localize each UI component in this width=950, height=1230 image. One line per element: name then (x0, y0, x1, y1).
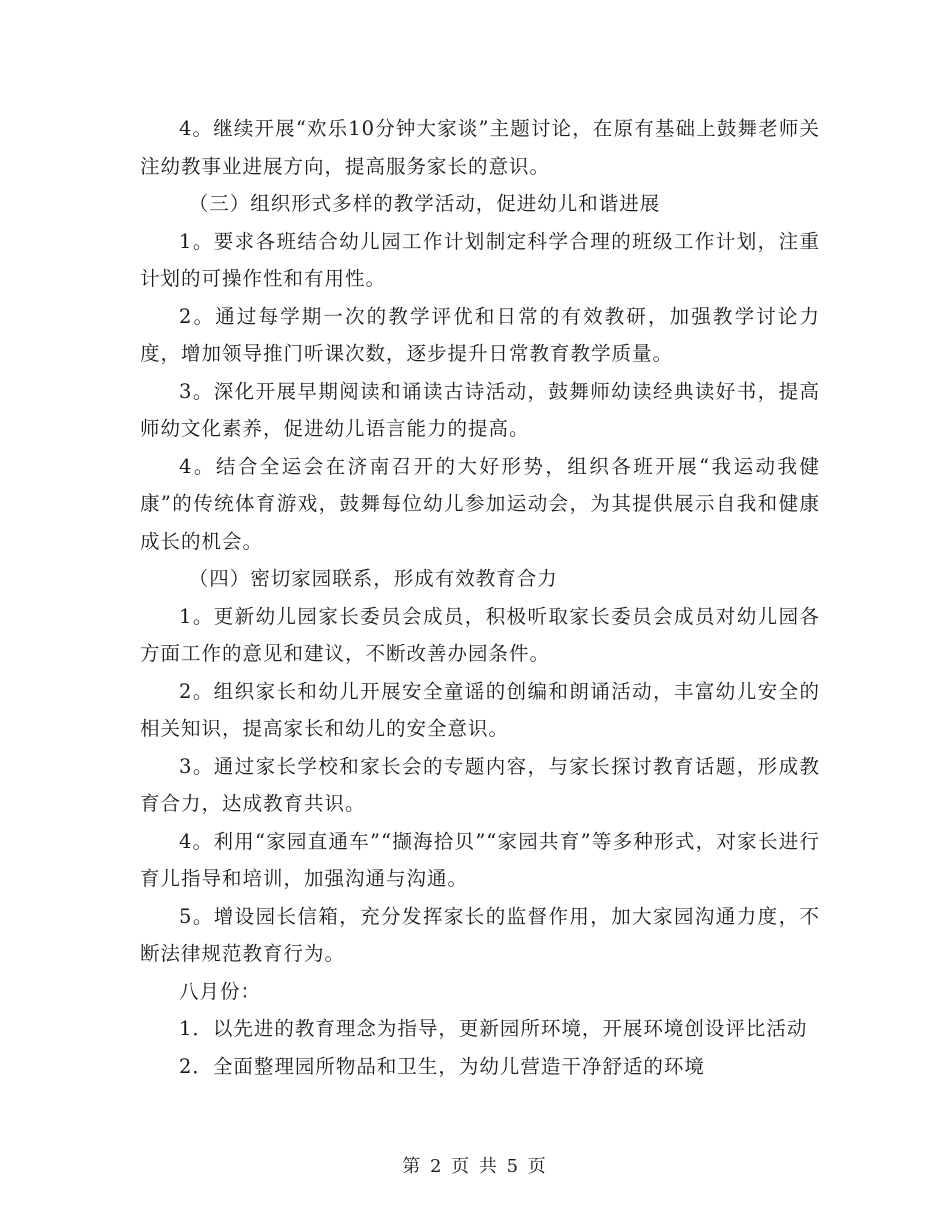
paragraph-class-plan: 1。要求各班结合幼儿园工作计划制定科学合理的班级工作计划，注重计划的可操作性和有用性。 (140, 229, 820, 290)
paragraph-item-4-forum: 4。继续开展“欢乐10分钟大家谈”主题讨论，在原有基础上鼓舞老师关注幼教事业进展方向，提高服务家长的意识。 (140, 117, 820, 178)
paragraph-teaching-research: 2。通过每学期一次的教学评优和日常的有效教研，加强教学讨论力度，增加领导推门听课次数，逐步提升日常教育教学质量。 (140, 304, 820, 365)
paragraph-mailbox: 5。增设园长信箱，充分发挥家长的监督作用，加大家园沟通力度，不断法律规范教育行为。 (140, 904, 820, 965)
paragraph-parent-committee: 1。更新幼儿园家长委员会成员，积极听取家长委员会成员对幼儿园各方面工作的意见和建议，不断改善办园条件。 (140, 604, 820, 665)
document-body (140, 110, 820, 1085)
section-heading-four: （四）密切家园联系，形成有效教育合力 (188, 567, 558, 590)
section-heading-three: （三）组织形式多样的教学活动，促进幼儿和谐进展 (188, 192, 661, 215)
paragraph-sports-games: 4。结合全运会在济南召开的大好形势，组织各班开展“我运动我健康”的传统体育游戏，鼓舞每位幼儿参加运动会，为其提供展示自我和健康成长的机会。 (140, 454, 820, 553)
paragraph-environment-update: 1．以先进的教育理念为指导，更新园所环境，开展环境创设评比活动 (179, 1017, 808, 1040)
paragraph-communication-forms: 4。利用“家园直通车”“撷海拾贝”“家园共育”等多种形式，对家长进行育儿指导和培训，加强沟通与沟通。 (140, 829, 820, 890)
paragraph-safety-rhymes: 2。组织家长和幼儿开展安全童谣的创编和朗诵活动，丰富幼儿安全的相关知识，提高家长和幼儿的安全意识。 (140, 679, 820, 740)
month-heading-august: 八月份： (179, 979, 262, 1003)
paragraph-parent-school: 3。通过家长学校和家长会的专题内容，与家长探讨教育话题，形成教育合力，达成教育共识。 (140, 754, 820, 815)
paragraph-reading-poetry: 3。深化开展早期阅读和诵读古诗活动，鼓舞师幼读经典读好书，提高师幼文化素养，促进幼儿语言能力的提高。 (140, 379, 820, 440)
paragraph-cleanup: 2．全面整理园所物品和卫生，为幼儿营造干净舒适的环境 (179, 1054, 705, 1078)
page-number-footer: 第 2 页 共 5 页 (402, 1156, 548, 1177)
